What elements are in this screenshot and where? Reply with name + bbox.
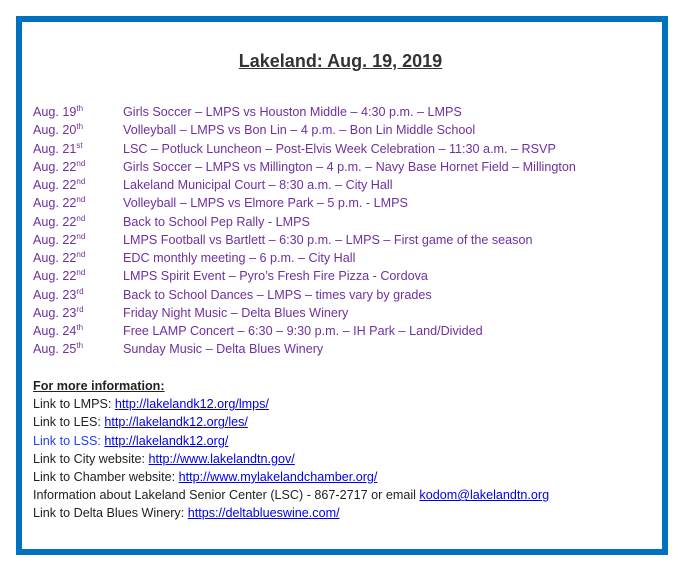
info-line — [33, 486, 549, 504]
page-title: Lakeland: Aug. 19, 2019 — [238, 51, 443, 71]
date-suffix: th — [76, 323, 84, 332]
date-suffix: nd — [76, 195, 86, 205]
event-text: Volleyball – LMPS vs Elmore Park – 5 p.m. - LMPS — [123, 196, 408, 211]
event-text: Friday Night Music – Delta Blues Winery — [123, 305, 349, 320]
event-date — [33, 158, 85, 176]
info-link[interactable]: http://lakelandk12.org/ — [104, 433, 229, 448]
date-suffix: nd — [76, 231, 86, 241]
info-label: Link to LMPS: — [33, 397, 115, 412]
date-suffix: st — [76, 140, 83, 150]
event-date-text: Aug. 22 — [33, 196, 77, 211]
info-label: Link to LSS: — [33, 433, 105, 448]
date-suffix: rd — [76, 286, 84, 296]
event-date — [33, 231, 85, 249]
event-date-text: Aug. 22 — [33, 251, 77, 265]
event-date — [33, 322, 83, 340]
date-suffix: th — [76, 341, 84, 351]
info-line — [33, 395, 549, 413]
event-text: Back to School Dances – LMPS – times vary by grades — [123, 287, 432, 302]
event-text: Volleyball – LMPS vs Bon Lin – 4 p.m. – Bon Lin Middle School — [123, 123, 476, 138]
event-text: Girls Soccer – LMPS vs Millington – 4 p.m. – Navy Base Hornet Field – Millington — [123, 159, 576, 174]
event-date — [33, 176, 85, 194]
event-text: LMPS Football vs Bartlett – 6:30 p.m. – LMPS – First game of the season — [123, 232, 533, 247]
event-date-text: Aug. 20 — [33, 123, 77, 138]
event-text: Back to School Pep Rally - LMPS — [123, 214, 310, 229]
info-label: Link to LES: — [33, 415, 105, 430]
event-date — [33, 249, 85, 267]
event-date-text: Aug. 23 — [33, 305, 77, 320]
date-suffix: nd — [76, 213, 86, 223]
info-line — [33, 413, 549, 431]
info-section — [33, 377, 549, 523]
date-suffix: nd — [76, 177, 86, 186]
event-date — [33, 304, 84, 322]
event-text: LSC – Potluck Luncheon – Post-Elvis Week Celebration – 11:30 a.m. – RSVP — [123, 141, 556, 156]
date-suffix: th — [76, 122, 84, 132]
event-text: EDC monthly meeting – 6 p.m. – City Hall — [123, 251, 356, 265]
info-label: Link to Chamber website: — [33, 469, 179, 484]
info-link[interactable]: http://lakelandk12.org/les/ — [104, 415, 248, 430]
info-link[interactable]: http://www.lakelandtn.gov/ — [148, 451, 295, 466]
event-date — [33, 267, 85, 285]
date-suffix: rd — [76, 304, 84, 314]
event-text: Free LAMP Concert – 6:30 – 9:30 p.m. – IH Park – Land/Divided — [123, 324, 483, 338]
event-text: LMPS Spirit Event – Pyro’s Fresh Fire Pizza - Cordova — [123, 269, 428, 284]
event-date — [33, 140, 83, 158]
event-date — [33, 121, 83, 139]
info-label: Information about Lakeland Senior Center (LSC) - 867-2717 or email — [33, 488, 420, 503]
date-suffix: nd — [76, 250, 86, 259]
event-date-text: Aug. 22 — [33, 178, 77, 192]
date-suffix: nd — [76, 268, 86, 278]
info-line — [33, 450, 549, 468]
date-suffix: nd — [76, 158, 86, 168]
event-date — [33, 194, 85, 212]
info-line — [33, 432, 549, 450]
event-date — [33, 103, 83, 121]
info-label: Link to Delta Blues Winery: — [33, 506, 188, 521]
info-link[interactable]: https://deltablueswine.com/ — [187, 506, 340, 521]
info-link[interactable]: kodom@lakelandtn.org — [419, 488, 550, 503]
event-text: Lakeland Municipal Court – 8:30 a.m. – City Hall — [123, 178, 393, 192]
event-date-text: Aug. 25 — [33, 342, 77, 357]
event-date-text: Aug. 19 — [33, 105, 77, 119]
info-line — [33, 468, 549, 486]
info-link[interactable]: http://lakelandk12.org/lmps/ — [114, 397, 269, 412]
info-line — [33, 504, 549, 522]
event-text: Sunday Music – Delta Blues Winery — [123, 342, 324, 357]
event-date — [33, 286, 84, 304]
event-date-text: Aug. 22 — [33, 159, 77, 174]
event-date — [33, 213, 85, 231]
event-date-text: Aug. 22 — [33, 214, 77, 229]
event-date-text: Aug. 22 — [33, 269, 77, 284]
event-date — [33, 340, 83, 358]
date-suffix: th — [76, 104, 84, 113]
event-date-text: Aug. 23 — [33, 287, 77, 302]
info-heading: For more information: — [33, 379, 165, 393]
event-date-text: Aug. 22 — [33, 232, 77, 247]
info-link[interactable]: http://www.mylakelandchamber.org/ — [178, 469, 378, 484]
event-text: Girls Soccer – LMPS vs Houston Middle – 4:30 p.m. – LMPS — [123, 105, 462, 119]
event-date-text: Aug. 24 — [33, 324, 77, 338]
info-label: Link to City website: — [33, 451, 149, 466]
event-date-text: Aug. 21 — [33, 141, 77, 156]
